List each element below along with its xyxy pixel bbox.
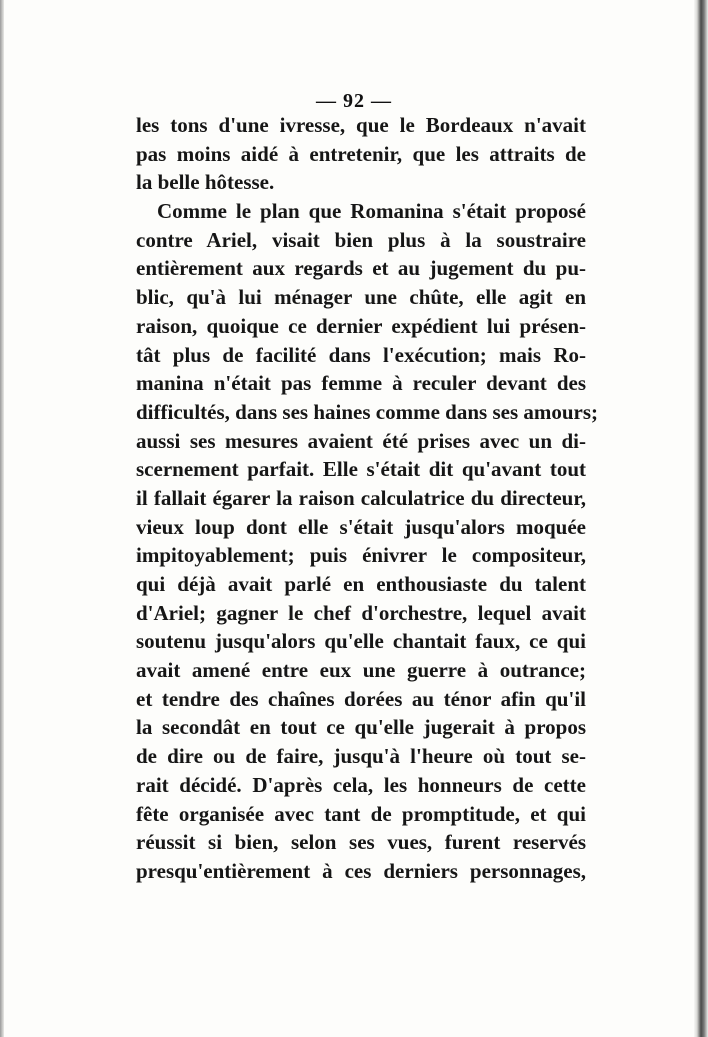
text-line: de dire ou de faire, jusqu'à l'heure où tout se- (136, 744, 586, 769)
text-line: d'Ariel; gagner le chef d'orchestre, lequel avait (136, 600, 586, 625)
text-line: aussi ses mesures avaient été prises avec un di- (136, 428, 586, 453)
text-line: il fallait égarer la raison calculatrice du directeur, (136, 485, 586, 510)
text-line: blic, qu'à lui ménager une chûte, elle agit en (136, 285, 586, 310)
text-line: presqu'entièrement à ces derniers personnages, (136, 858, 586, 883)
text-line: scernement parfait. Elle s'était dit qu'avant tout (136, 457, 586, 482)
text-line: la belle hôtesse. (136, 170, 275, 195)
text-line: réussit si bien, selon ses vues, furent reservés (136, 830, 586, 855)
paragraph-first-line: Comme le plan que Romanina s'était proposé (157, 199, 586, 224)
text-line: raison, quoique ce dernier expédient lui présen- (136, 313, 586, 338)
page-left-edge (0, 0, 4, 1037)
text-line: les tons d'une ivresse, que le Bordeaux n'avait (136, 113, 586, 137)
text-line: fête organisée avec tant de promptitude, et qui (136, 801, 586, 826)
text-line: qui déjà avait parlé en enthousiaste du talent (136, 572, 586, 596)
text-line: pas moins aidé à entretenir, que les attraits de (136, 141, 586, 166)
text-line: et tendre des chaînes dorées au ténor afin qu'il (136, 686, 586, 711)
page-number: — 92 — (316, 90, 392, 112)
text-line: rait décidé. D'après cela, les honneurs de cette (136, 772, 586, 797)
page-right-edge (694, 0, 708, 1037)
text-line: avait amené entre eux une guerre à outrance; (136, 658, 586, 683)
text-line: soutenu jusqu'alors qu'elle chantait faux, ce qui (136, 629, 586, 654)
text-line: manina n'était pas femme à reculer devant des (136, 371, 586, 396)
text-line: difficultés, dans ses haines comme dans ses amours; (136, 399, 599, 424)
text-line: contre Ariel, visait bien plus à la soustraire (136, 227, 586, 252)
text-line: entièrement aux regards et au jugement du pu- (136, 256, 586, 281)
body-text (136, 111, 599, 886)
text-line: impitoyablement; puis énivrer le compositeur, (136, 543, 586, 568)
text-line: vieux loup dont elle s'était jusqu'alors moquée (136, 514, 586, 539)
text-line: la secondât en tout ce qu'elle jugerait à propos (136, 715, 586, 740)
text-line: tât plus de facilité dans l'exécution; mais Ro- (136, 342, 586, 367)
